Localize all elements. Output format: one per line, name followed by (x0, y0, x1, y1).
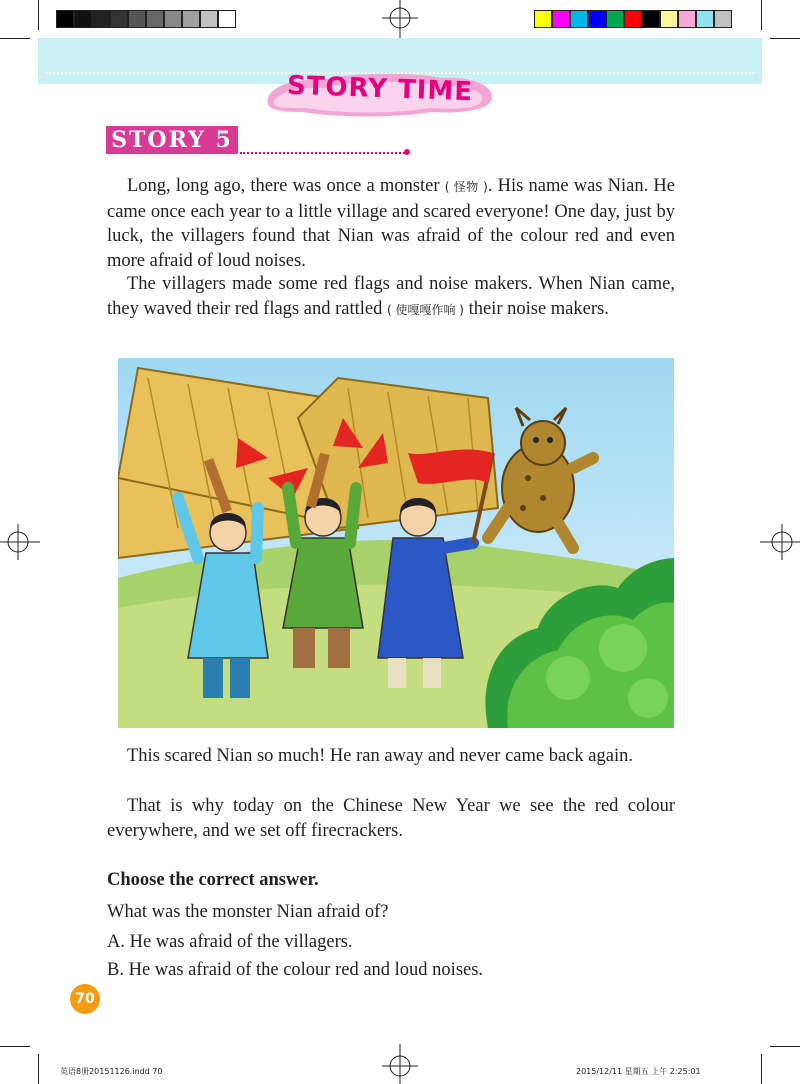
color-swatch (92, 10, 110, 28)
paragraph-text: their noise makers. (463, 298, 609, 319)
page-number-badge: 70 (70, 984, 100, 1014)
color-swatch (110, 10, 128, 28)
color-swatch (714, 10, 732, 28)
paragraph-text: The villagers made some red flags and noise makers. When Nian came, they waved their red flags and rattled (107, 274, 675, 319)
question-heading: Choose the correct answer. (107, 870, 319, 890)
color-swatch (128, 10, 146, 28)
registration-mark-icon (0, 520, 44, 564)
color-swatch (534, 10, 552, 28)
color-swatch (218, 10, 236, 28)
footer-timestamp: 2015/12/11 星期五 上午 2:25:01 (576, 1067, 701, 1076)
story-label-rule-end (404, 149, 410, 155)
color-swatch (660, 10, 678, 28)
crop-mark (0, 1046, 30, 1047)
color-swatch (642, 10, 660, 28)
crop-mark (761, 1054, 762, 1084)
answer-option-a[interactable]: A. He was afraid of the villagers. (107, 932, 353, 952)
crop-mark (38, 1054, 39, 1084)
story-time-title: STORY TIME (286, 70, 474, 108)
crop-mark (770, 1046, 800, 1047)
registration-mark-icon (378, 1040, 422, 1084)
color-swatch (588, 10, 606, 28)
chinese-gloss: ( 怪物 ) (444, 180, 488, 194)
color-swatch (74, 10, 92, 28)
color-swatch (678, 10, 696, 28)
question-prompt: What was the monster Nian afraid of? (107, 902, 389, 922)
story-number-label: STORY 5 (106, 126, 238, 154)
story-paragraph-2 (107, 272, 675, 322)
story-paragraph-3 (107, 744, 675, 769)
paragraph-text: This scared Nian so much! He ran away and never came back again. (127, 746, 633, 766)
color-swatch (164, 10, 182, 28)
story-time-banner (262, 64, 498, 124)
color-calibration-bar (534, 10, 732, 28)
crop-mark (0, 38, 30, 39)
color-swatch (606, 10, 624, 28)
crop-mark (38, 0, 39, 30)
villagers-scare-nian-illustration (118, 358, 674, 728)
paragraph-text: That is why today on the Chinese New Year we see the red colour everywhere, and we set off firecrackers. (107, 796, 675, 841)
color-swatch (552, 10, 570, 28)
color-swatch (182, 10, 200, 28)
chinese-gloss: ( 使嘎嘎作响 ) (386, 302, 464, 317)
paragraph-text: . His name was Nian. He came once each year to a little village and scared everyone! One day, just by luck, the villagers found that Nian was afraid of the colour red and even more afraid of loud noises. (107, 176, 675, 271)
story-paragraph-4 (107, 794, 675, 843)
registration-mark-icon (756, 520, 800, 564)
color-swatch (56, 10, 74, 28)
footer-file-info: 英语8册20151126.indd 70 (60, 1067, 163, 1076)
crop-mark (761, 0, 762, 30)
color-swatch (696, 10, 714, 28)
color-swatch (624, 10, 642, 28)
paragraph-text: Long, long ago, there was once a monster (127, 176, 445, 196)
story-paragraph-1 (107, 174, 675, 273)
grayscale-calibration-bar (56, 10, 236, 28)
color-swatch (200, 10, 218, 28)
color-swatch (146, 10, 164, 28)
color-swatch (570, 10, 588, 28)
crop-mark (770, 38, 800, 39)
answer-option-b[interactable]: B. He was afraid of the colour red and loud noises. (107, 960, 484, 980)
story-illustration (118, 358, 674, 728)
story-label-rule (240, 152, 408, 154)
